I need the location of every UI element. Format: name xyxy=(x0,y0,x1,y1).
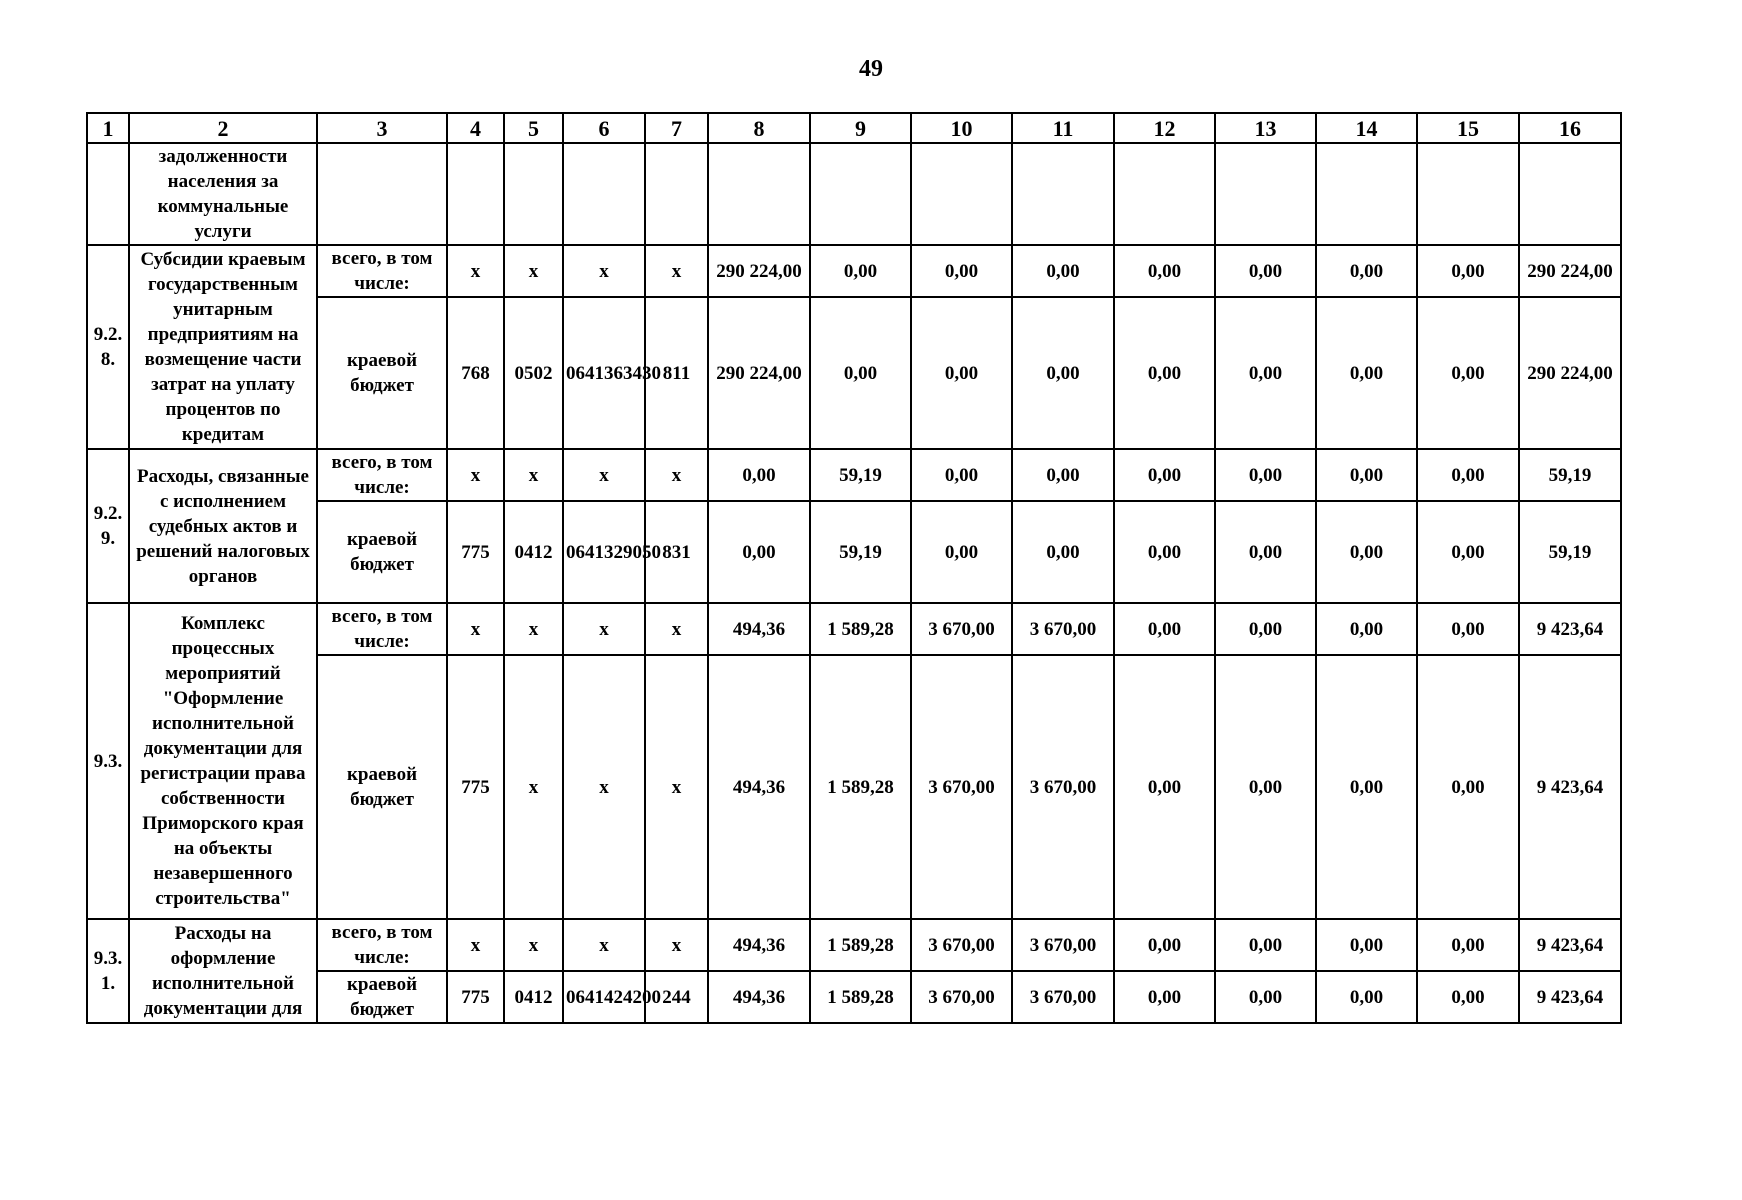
value-cell: 0,00 xyxy=(1114,655,1215,919)
value-cell: 0,00 xyxy=(1316,971,1417,1023)
value-cell: 1 589,28 xyxy=(810,971,911,1023)
value-cell: x xyxy=(504,245,563,297)
value-cell: 290 224,00 xyxy=(708,297,810,449)
value-cell: 0,00 xyxy=(1114,449,1215,501)
value-cell: x xyxy=(563,919,645,971)
value-cell: 3 670,00 xyxy=(911,971,1012,1023)
value-cell: x xyxy=(563,449,645,501)
value-cell: 1 589,28 xyxy=(810,655,911,919)
value-cell: 0,00 xyxy=(1417,655,1519,919)
value-cell: x xyxy=(645,449,708,501)
source-cell: всего, в том числе: xyxy=(317,449,447,501)
empty-cell xyxy=(911,143,1012,245)
value-cell: 0,00 xyxy=(1417,501,1519,603)
source-cell: краевой бюджет xyxy=(317,971,447,1023)
row-name-cell: задолженности населения за коммунальные услуги xyxy=(129,143,317,245)
value-cell: 0,00 xyxy=(1114,501,1215,603)
value-cell: 775 xyxy=(447,501,504,603)
table-row xyxy=(87,919,1621,971)
value-cell: 3 670,00 xyxy=(1012,603,1114,655)
value-cell: x xyxy=(447,603,504,655)
value-cell: 3 670,00 xyxy=(911,603,1012,655)
table-row xyxy=(87,449,1621,501)
value-cell: 0,00 xyxy=(1316,297,1417,449)
empty-cell xyxy=(563,143,645,245)
value-cell: x xyxy=(563,655,645,919)
value-cell: x xyxy=(645,919,708,971)
value-cell: 0,00 xyxy=(1215,245,1316,297)
source-cell: краевой бюджет xyxy=(317,501,447,603)
header-cell: 11 xyxy=(1012,113,1114,143)
row-id-cell xyxy=(87,143,129,245)
value-cell: 0,00 xyxy=(911,449,1012,501)
value-cell: 0,00 xyxy=(1316,919,1417,971)
value-cell: x xyxy=(504,449,563,501)
value-cell: x xyxy=(645,655,708,919)
empty-cell xyxy=(504,143,563,245)
value-cell: x xyxy=(645,603,708,655)
empty-cell xyxy=(447,143,504,245)
value-cell: 0,00 xyxy=(1114,603,1215,655)
value-cell: 244 xyxy=(645,971,708,1023)
value-cell: 3 670,00 xyxy=(1012,919,1114,971)
value-cell: 0,00 xyxy=(1114,971,1215,1023)
value-cell: 0412 xyxy=(504,501,563,603)
value-cell: 0,00 xyxy=(1417,971,1519,1023)
value-cell: 0,00 xyxy=(911,501,1012,603)
row-id-cell: 9.2. 8. xyxy=(87,245,129,449)
value-cell: 0,00 xyxy=(1215,501,1316,603)
row-id-cell: 9.3. xyxy=(87,603,129,919)
value-cell: x xyxy=(504,655,563,919)
value-cell: 0,00 xyxy=(1316,449,1417,501)
row-name-cell: Расходы на оформление исполнительной документации для xyxy=(129,919,317,1023)
value-cell: 1 589,28 xyxy=(810,919,911,971)
value-cell: 0,00 xyxy=(810,297,911,449)
value-cell: 59,19 xyxy=(810,449,911,501)
value-cell: 3 670,00 xyxy=(1012,971,1114,1023)
row-id-cell: 9.2. 9. xyxy=(87,449,129,603)
header-cell: 15 xyxy=(1417,113,1519,143)
value-cell: 0641329050 xyxy=(563,501,645,603)
value-cell: 0,00 xyxy=(1417,603,1519,655)
value-cell: x xyxy=(447,245,504,297)
budget-table xyxy=(86,112,1622,1024)
value-cell: 0641424200 xyxy=(563,971,645,1023)
value-cell: 0641363430 xyxy=(563,297,645,449)
source-cell: краевой бюджет xyxy=(317,297,447,449)
value-cell: 0,00 xyxy=(1012,245,1114,297)
value-cell: 775 xyxy=(447,971,504,1023)
table-row xyxy=(87,603,1621,655)
value-cell: 0,00 xyxy=(1417,919,1519,971)
value-cell: 0,00 xyxy=(1215,449,1316,501)
header-cell: 12 xyxy=(1114,113,1215,143)
value-cell: 59,19 xyxy=(1519,501,1621,603)
value-cell: 0,00 xyxy=(810,245,911,297)
header-cell: 14 xyxy=(1316,113,1417,143)
row-name-cell: Расходы, связанные с исполнением судебных актов и решений налоговых органов xyxy=(129,449,317,603)
row-name-cell: Субсидии краевым государственным унитарным предприятиям на возмещение части затрат на уплату процентов по кредитам xyxy=(129,245,317,449)
value-cell: 59,19 xyxy=(810,501,911,603)
empty-cell xyxy=(317,143,447,245)
value-cell: 775 xyxy=(447,655,504,919)
value-cell: 0,00 xyxy=(1215,655,1316,919)
value-cell: 0,00 xyxy=(1215,971,1316,1023)
value-cell: 0,00 xyxy=(708,501,810,603)
value-cell: 290 224,00 xyxy=(708,245,810,297)
value-cell: 831 xyxy=(645,501,708,603)
value-cell: 0,00 xyxy=(1012,449,1114,501)
value-cell: 3 670,00 xyxy=(1012,655,1114,919)
value-cell: x xyxy=(447,449,504,501)
table-row xyxy=(87,501,1621,603)
value-cell: 0,00 xyxy=(911,297,1012,449)
value-cell: 9 423,64 xyxy=(1519,919,1621,971)
value-cell: 0,00 xyxy=(1114,245,1215,297)
value-cell: x xyxy=(563,245,645,297)
value-cell: 0502 xyxy=(504,297,563,449)
value-cell: 0,00 xyxy=(708,449,810,501)
value-cell: 768 xyxy=(447,297,504,449)
table-row xyxy=(87,971,1621,1023)
header-cell: 13 xyxy=(1215,113,1316,143)
value-cell: x xyxy=(563,603,645,655)
value-cell: 59,19 xyxy=(1519,449,1621,501)
value-cell: x xyxy=(504,603,563,655)
empty-cell xyxy=(1012,143,1114,245)
source-cell: всего, в том числе: xyxy=(317,603,447,655)
value-cell: 0,00 xyxy=(1417,449,1519,501)
value-cell: 0,00 xyxy=(1316,603,1417,655)
value-cell: x xyxy=(504,919,563,971)
value-cell: 0,00 xyxy=(1417,297,1519,449)
source-cell: всего, в том числе: xyxy=(317,245,447,297)
empty-cell xyxy=(1114,143,1215,245)
header-cell: 3 xyxy=(317,113,447,143)
header-cell: 1 xyxy=(87,113,129,143)
header-cell: 4 xyxy=(447,113,504,143)
table-row xyxy=(87,143,1621,245)
empty-cell xyxy=(1316,143,1417,245)
value-cell: 0,00 xyxy=(1215,919,1316,971)
header-cell: 2 xyxy=(129,113,317,143)
value-cell: 494,36 xyxy=(708,603,810,655)
header-cell: 8 xyxy=(708,113,810,143)
empty-cell xyxy=(1417,143,1519,245)
empty-cell xyxy=(645,143,708,245)
value-cell: 290 224,00 xyxy=(1519,297,1621,449)
value-cell: 1 589,28 xyxy=(810,603,911,655)
value-cell: 3 670,00 xyxy=(911,919,1012,971)
value-cell: 9 423,64 xyxy=(1519,603,1621,655)
value-cell: 0,00 xyxy=(1215,603,1316,655)
value-cell: 0,00 xyxy=(911,245,1012,297)
header-cell: 10 xyxy=(911,113,1012,143)
value-cell: 494,36 xyxy=(708,971,810,1023)
source-cell: краевой бюджет xyxy=(317,655,447,919)
header-cell: 7 xyxy=(645,113,708,143)
empty-cell xyxy=(1215,143,1316,245)
value-cell: 0,00 xyxy=(1114,297,1215,449)
value-cell: 3 670,00 xyxy=(911,655,1012,919)
header-cell: 5 xyxy=(504,113,563,143)
empty-cell xyxy=(810,143,911,245)
value-cell: 9 423,64 xyxy=(1519,655,1621,919)
table-row xyxy=(87,245,1621,297)
value-cell: 0,00 xyxy=(1316,655,1417,919)
value-cell: 0,00 xyxy=(1215,297,1316,449)
source-cell: всего, в том числе: xyxy=(317,919,447,971)
value-cell: 9 423,64 xyxy=(1519,971,1621,1023)
row-name-cell: Комплекс процессных мероприятий "Оформление исполнительной документации для регистрации права собственности Приморского края на объекты незавершенного строительства" xyxy=(129,603,317,919)
value-cell: x xyxy=(447,919,504,971)
value-cell: 0,00 xyxy=(1417,245,1519,297)
value-cell: 0,00 xyxy=(1316,501,1417,603)
table-row xyxy=(87,297,1621,449)
header-cell: 16 xyxy=(1519,113,1621,143)
table-row xyxy=(87,655,1621,919)
value-cell: 0,00 xyxy=(1114,919,1215,971)
value-cell: 494,36 xyxy=(708,919,810,971)
value-cell: 0412 xyxy=(504,971,563,1023)
value-cell: x xyxy=(645,245,708,297)
header-cell: 9 xyxy=(810,113,911,143)
value-cell: 494,36 xyxy=(708,655,810,919)
value-cell: 811 xyxy=(645,297,708,449)
page-number: 49 xyxy=(859,56,883,82)
header-cell: 6 xyxy=(563,113,645,143)
header-row xyxy=(87,113,1621,143)
empty-cell xyxy=(708,143,810,245)
value-cell: 0,00 xyxy=(1012,501,1114,603)
empty-cell xyxy=(1519,143,1621,245)
value-cell: 290 224,00 xyxy=(1519,245,1621,297)
value-cell: 0,00 xyxy=(1316,245,1417,297)
row-id-cell: 9.3. 1. xyxy=(87,919,129,1023)
value-cell: 0,00 xyxy=(1012,297,1114,449)
